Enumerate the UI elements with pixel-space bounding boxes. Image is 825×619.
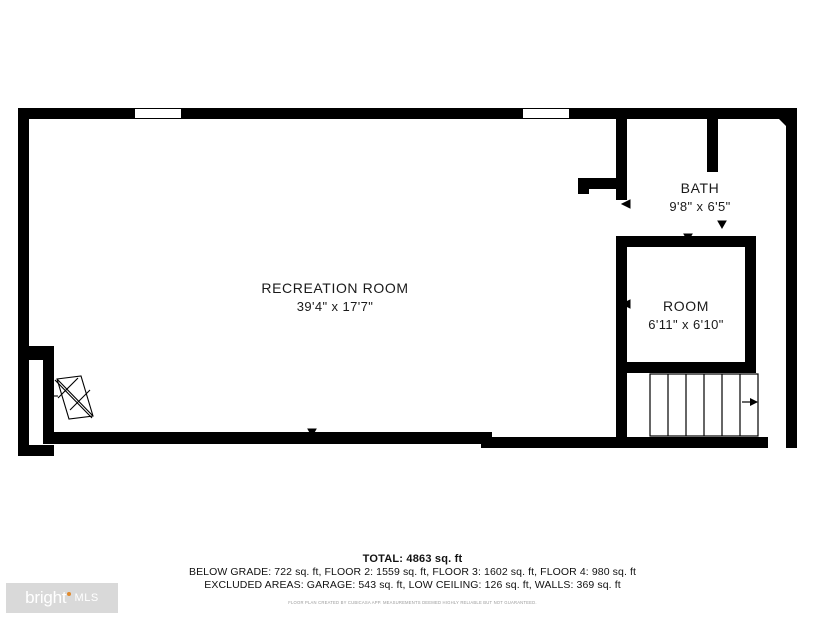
room-dimensions: 39'4" x 17'7" [296, 299, 374, 315]
wall-left-inner-lower [43, 346, 54, 442]
wall-bath-top-partition [707, 118, 718, 172]
wall-top-far-right [730, 108, 786, 119]
wall-left-lower [18, 346, 29, 456]
wall-closet-left [578, 178, 589, 194]
wall-interior-vertical-main [616, 236, 627, 438]
brand-dot-icon [67, 592, 71, 596]
window-top-right [522, 108, 570, 119]
room-label-bath [610, 178, 790, 217]
brand-name: bright [25, 588, 67, 607]
wall-left-upper [18, 108, 29, 346]
wall-bath-room-divider [616, 236, 756, 247]
room-label-recreation-room [205, 278, 465, 317]
stairs-direction-arrow [742, 398, 758, 406]
summary-excluded: EXCLUDED AREAS: GARAGE: 543 sq. ft, LOW CEILING: 126 sq. ft, WALLS: 369 sq. ft [204, 579, 621, 591]
room-dimensions: 9'8" x 6'5" [669, 199, 731, 215]
summary-total: TOTAL: 4863 sq. ft [362, 553, 463, 565]
room-name: BATH [680, 180, 720, 196]
wall-right-exterior [786, 118, 797, 448]
room-name: ROOM [663, 298, 709, 314]
room-name: RECREATION ROOM [261, 280, 409, 296]
summary-block [0, 553, 825, 591]
summary-breakdown: BELOW GRADE: 722 sq. ft, FLOOR 2: 1559 sq. ft, FLOOR 3: 1602 sq. ft, FLOOR 4: 980 sq. ft [188, 566, 637, 578]
room-label-room [596, 296, 776, 335]
wall-top-middle [182, 108, 522, 119]
wall-top-left [18, 108, 134, 119]
window-top-left [134, 108, 182, 119]
room-dimensions: 6'11" x 6'10" [648, 317, 724, 333]
stairs-outline [650, 374, 758, 436]
wall-top-right [570, 108, 730, 119]
summary-disclaimer: FLOOR PLAN CREATED BY CUBICASA APP. MEASUREMENTS DEEMED HIGHLY RELIABLE BUT NOT GUARANTEED. [288, 600, 537, 605]
wall-bottom-left [18, 445, 54, 456]
wall-room-bottom [616, 362, 756, 373]
door-arrow-bath-bottom [718, 221, 726, 228]
brightmls-logo [6, 583, 118, 613]
brand-suffix: MLS [74, 592, 99, 604]
wall-bottom-main [43, 432, 481, 444]
door-markers [308, 110, 726, 436]
wall-bottom-right [481, 437, 768, 448]
